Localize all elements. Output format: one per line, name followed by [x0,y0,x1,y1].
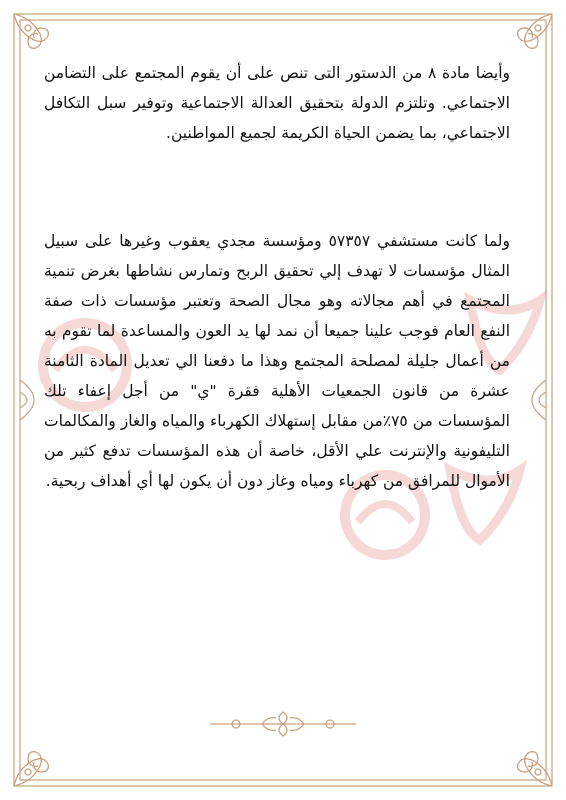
body-paragraph: وأيضا مادة ٨ من الدستور التى تنص على أن يقوم المجتمع على التضامن الاجتماعي. وتلتزم الدولة بتحقيق العدالة الاجتماعية وتوفير سبل التكافل الاجتماعي، بما يضمن الحياة الكريمة لجميع المواطنين. [44,64,511,142]
corner-ornament-top-right [518,14,552,48]
corner-ornament-bottom-left [14,752,48,786]
corner-ornament-bottom-right [518,752,552,786]
body-paragraph: ولما كانت مستشفي ٥٧٣٥٧ ومؤسسة مجدي يعقوب وغيرها على سبيل المثال مؤسسات لا تهدف إلي تحقيق الربح وتمارس نشاطها بغرض تنمية المجتمع في أهم مجالاته وهو مجال الصحة وتعتبر مؤسسات ذات صفة النفع العام فوجب علينا جميعا أن نمد لها يد العون والمساعدة لما تقوم به من أعمال جليلة لمصلحة المجتمع وهذا ما دفعنا الي تعديل المادة الثامنة عشرة من قانون الجمعيات الأهلية فقرة "ي" من أجل إعفاء تلك المؤسسات من ٧٥٪من مقابل إستهلاك الكهرباء والمياه والغاز والمكالمات التليفونية والإنترنت علي الأقل، خاصة أن هذه المؤسسات تدفع كثير من الأموال للمرافق من كهرباء ومياه وغاز دون أن يكون لها أي أهداف ربحية. [44,232,510,490]
corner-ornament-top-left [14,14,48,48]
divider-ornament [210,712,356,736]
